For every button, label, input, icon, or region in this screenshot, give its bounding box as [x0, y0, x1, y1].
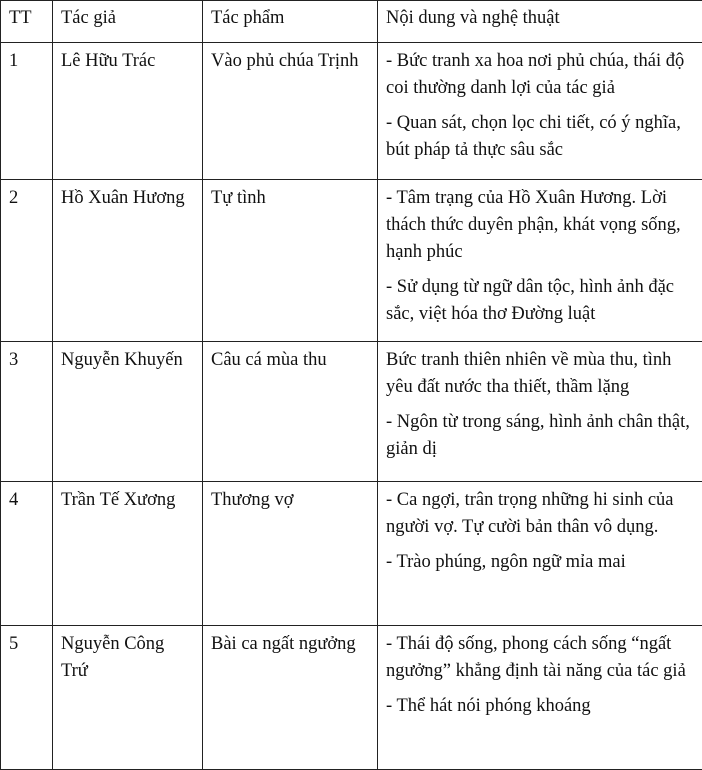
cell-work: Bài ca ngất ngưởng [203, 626, 378, 770]
cell-work: Vào phủ chúa Trịnh [203, 43, 378, 180]
table-row [1, 43, 702, 180]
cell-work: Tự tình [203, 180, 378, 342]
header-tt: TT [1, 1, 53, 43]
cell-tt: 5 [1, 626, 53, 770]
content-paragraph: - Thể hát nói phóng khoáng [386, 693, 694, 720]
cell-author: Trần Tế Xương [53, 482, 203, 626]
cell-work: Câu cá mùa thu [203, 342, 378, 482]
table-header-row [1, 1, 702, 43]
table-row [1, 180, 702, 342]
table-row [1, 482, 702, 626]
cell-author: Nguyễn Khuyến [53, 342, 203, 482]
content-paragraph: - Trào phúng, ngôn ngữ mỉa mai [386, 549, 694, 576]
content-paragraph: - Bức tranh xa hoa nơi phủ chúa, thái độ coi thường danh lợi của tác giả [386, 48, 694, 102]
header-work: Tác phẩm [203, 1, 378, 43]
content-paragraph: - Ngôn từ trong sáng, hình ảnh chân thật, giản dị [386, 409, 694, 463]
cell-content [378, 342, 702, 482]
cell-work: Thương vợ [203, 482, 378, 626]
cell-author: Nguyễn Công Trứ [53, 626, 203, 770]
cell-tt: 3 [1, 342, 53, 482]
cell-content [378, 180, 702, 342]
cell-tt: 4 [1, 482, 53, 626]
content-paragraph: - Thái độ sống, phong cách sống “ngất ngưởng” khẳng định tài năng của tác giả [386, 631, 694, 685]
table-row [1, 342, 702, 482]
table-row [1, 626, 702, 770]
cell-tt: 1 [1, 43, 53, 180]
cell-content [378, 626, 702, 770]
cell-author: Hồ Xuân Hương [53, 180, 203, 342]
cell-content [378, 43, 702, 180]
cell-tt: 2 [1, 180, 53, 342]
header-content: Nội dung và nghệ thuật [378, 1, 702, 43]
content-paragraph: - Ca ngợi, trân trọng những hi sinh của người vợ. Tự cười bản thân vô dụng. [386, 487, 694, 541]
header-author: Tác giả [53, 1, 203, 43]
content-paragraph: - Tâm trạng của Hồ Xuân Hương. Lời thách thức duyên phận, khát vọng sống, hạnh phúc [386, 185, 694, 266]
content-paragraph: - Quan sát, chọn lọc chi tiết, có ý nghĩa, bút pháp tả thực sâu sắc [386, 110, 694, 164]
content-paragraph: - Sử dụng từ ngữ dân tộc, hình ảnh đặc sắc, việt hóa thơ Đường luật [386, 274, 694, 328]
content-paragraph: Bức tranh thiên nhiên về mùa thu, tình yêu đất nước tha thiết, thầm lặng [386, 347, 694, 401]
cell-author: Lê Hữu Trác [53, 43, 203, 180]
cell-content [378, 482, 702, 626]
